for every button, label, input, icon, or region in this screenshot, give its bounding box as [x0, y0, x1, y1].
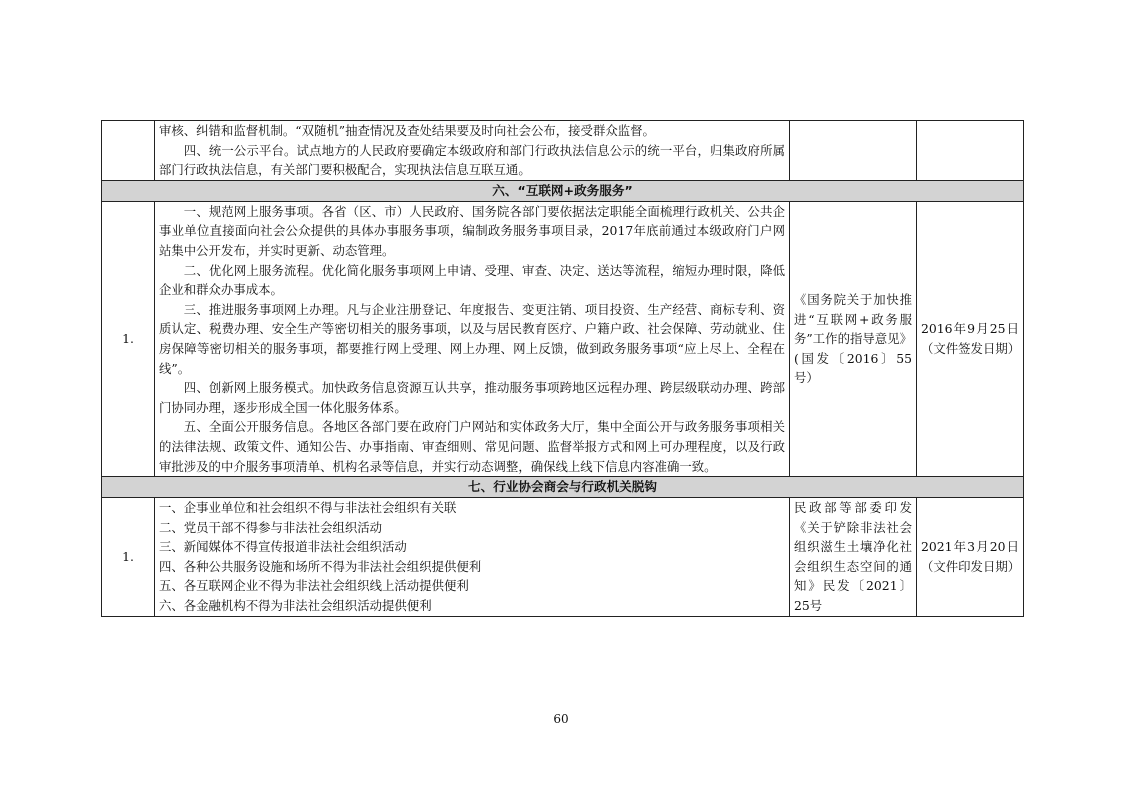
policy-table [101, 120, 1024, 617]
section-header-row [102, 180, 1024, 201]
content-paragraph: 四、创新网上服务模式。加快政务信息资源互认共享，推动服务事项跨地区远程办理、跨层级联动办理、跨部门协同办理，逐步形成全国一体化服务体系。 [159, 380, 785, 415]
content-cell [155, 121, 790, 181]
page-number: 60 [553, 712, 569, 726]
content-line: 四、统一公示平台。试点地方的人民政府要确定本级政府和部门行政执法信息公示的统一平台，归集政府所属部门行政执法信息，有关部门要积极配合，实现执法信息互联互通。 [159, 142, 785, 178]
content-cell [155, 201, 790, 476]
basis-cell [790, 121, 917, 181]
item-list [159, 498, 785, 616]
policy-basis: 《国务院关于加快推进“互联网+政务服务”工作的指导意见》(国发〔2016〕55号） [790, 201, 917, 476]
content-paragraph: 二、优化网上服务流程。优化简化服务事项网上申请、受理、审查、决定、送达等流程，缩短办理时限，降低企业和群众办事成本。 [159, 262, 785, 298]
table-row-continued [102, 121, 1024, 181]
date-cell [917, 121, 1024, 181]
policy-date: 2021年3月20日（文件印发日期） [917, 498, 1024, 617]
list-item: 二、党员干部不得参与非法社会组织活动 [159, 519, 383, 535]
content-paragraph: 一、规范网上服务事项。各省（区、市）人民政府、国务院各部门要依据法定职能全面梳理行政机关、公共企事业单位直接面向社会公众提供的具体办事服务事项，编制政务服务事项目录，2017年底前通过本级政府门户网站集中公开发布，并实时更新、动态管理。 [159, 203, 785, 258]
list-item: 一、企事业单位和社会组织不得与非法社会组织有关联 [159, 500, 457, 516]
content-cell [155, 498, 790, 617]
list-item: 五、各互联网企业不得为非法社会组织线上活动提供便利 [159, 578, 469, 594]
list-item: 四、各种公共服务设施和场所不得为非法社会组织提供便利 [159, 558, 482, 574]
table-row [102, 201, 1024, 476]
list-item: 三、新闻媒体不得宣传报道非法社会组织活动 [159, 539, 407, 555]
section-title: 七、行业协会商会与行政机关脱钩 [102, 477, 1024, 498]
section-title: 六、“互联网+政务服务” [102, 180, 1024, 201]
content-line: 审核、纠错和监督机制。“双随机”抽查情况及查处结果要及时向社会公布，接受群众监督。 [159, 123, 655, 138]
row-number: 1. [102, 498, 155, 617]
table-row [102, 498, 1024, 617]
list-item: 六、各金融机构不得为非法社会组织活动提供便利 [159, 598, 432, 614]
content-paragraph: 五、全面公开服务信息。各地区各部门要在政府门户网站和实体政务大厅，集中全面公开与政务服务事项相关的法律法规、政策文件、通知公告、办事指南、审查细则、常见问题、监督举报方式和网上可办理程度，以及行政审批涉及的中介服务事项清单、机构名录等信息，并实行动态调整，确保线上线下信息内容准确一致。 [159, 419, 785, 474]
row-number: 1. [102, 201, 155, 476]
policy-date: 2016年9月25日（文件签发日期） [917, 201, 1024, 476]
section-header-row [102, 477, 1024, 498]
policy-basis: 民政部等部委印发《关于铲除非法社会组织滋生土壤净化社会组织生态空间的通知》民发〔2021〕25号 [790, 498, 917, 617]
number-cell [102, 121, 155, 181]
content-paragraph: 三、推进服务事项网上办理。凡与企业注册登记、年度报告、变更注销、项目投资、生产经营、商标专利、资质认定、税费办理、安全生产等密切相关的服务事项，以及与居民教育医疗、户籍户政、社会保障、劳动就业、住房保障等密切相关的服务事项，都要推行网上受理、网上办理、网上反馈，做到政务服务事项“应上尽上、全程在线”。 [159, 301, 785, 376]
